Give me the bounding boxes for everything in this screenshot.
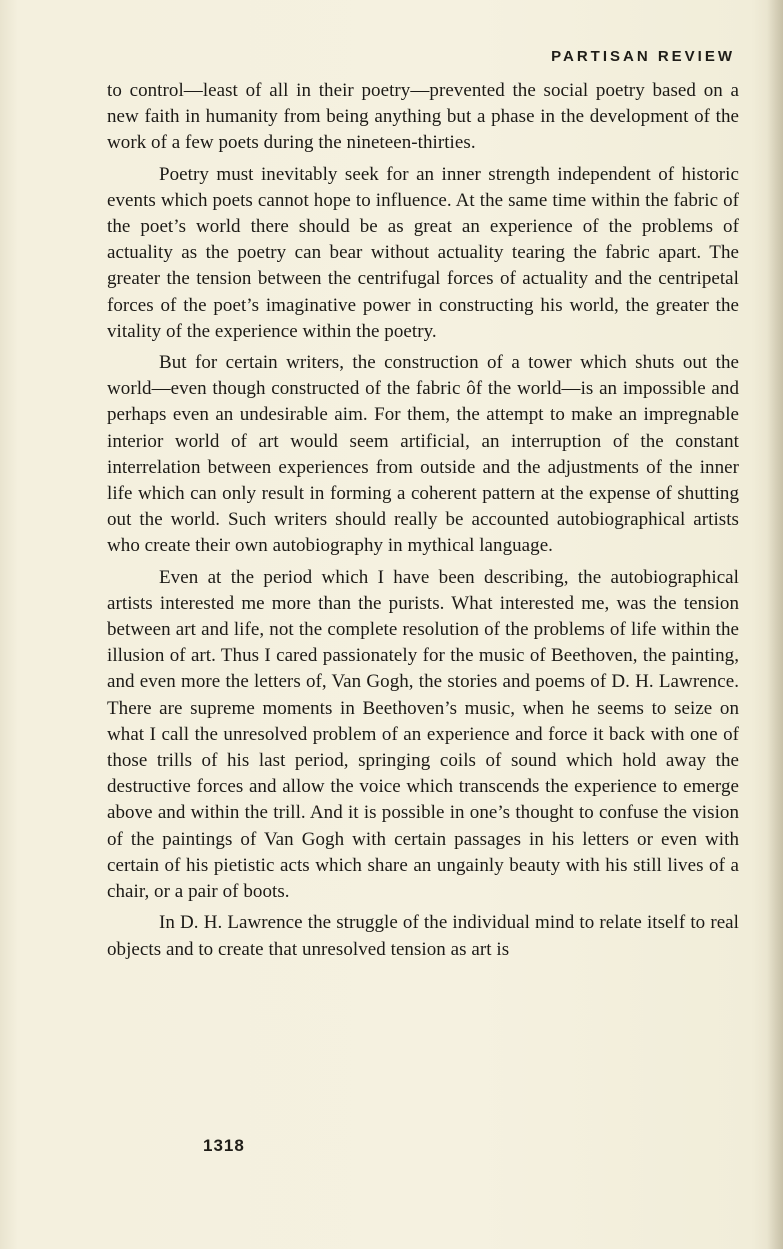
- page-number: 1318: [203, 1136, 245, 1155]
- page-edge-shadow: [767, 0, 783, 1249]
- paragraph-2: Poetry must inevitably seek for an inner strength independent of historic events which poets cannot hope to influence. At the same time within the fabric of the poet’s world there should be as great an experience of the problems of actuality as the poetry can bear without actuality tearing the fabric apart. The greater the tension between the centrifugal forces of actuality and the centripetal forces of the poet’s imaginative power in constructing his world, the greater the vitality of the experience within the poetry.: [107, 163, 739, 342]
- paragraph-5: In D. H. Lawrence the struggle of the individual mind to relate itself to real objects and to create that unresolved tension as art is: [107, 912, 739, 960]
- paragraph-3: But for certain writers, the construction of a tower which shuts out the world—even though constructed of the fabric ôf the world—is an impossible and perhaps even an undesirable aim. For them, the attempt to make an impregnable interior world of art would seem artificial, an interruption of the constant interrelation between experiences from outside and the adjustments of the inner life which can only result in forming a coherent pattern at the expense of shutting out the world. Such writers should really be accounted autobiographical artists who create their own autobiography in mythical language.: [107, 352, 739, 557]
- paragraph-1: to control—least of all in their poetry—prevented the social poetry based on a new faith in humanity from being anything but a phase in the development of the work of a few poets during the nineteen-thirties.: [107, 80, 739, 154]
- running-head: PARTISAN REVIEW: [551, 48, 735, 65]
- paragraph-4: Even at the period which I have been describing, the autobiographical artists interested me more than the purists. What interested me, was the tension between art and life, not the complete resolution of the problems of life within the illusion of art. Thus I cared passionately for the music of Beethoven, the painting, and even more the letters of, Van Gogh, the stories and poems of D. H. Lawrence. There are supreme moments in Beethoven’s music, when he seems to seize on what I call the unresolved problem of an experience and force it back with one of those trills of his last period, springing coils of sound which hold away the destructive forces and allow the voice which transcends the experience to emerge above and within the trill. And it is possible in one’s thought to confuse the vision of the paintings of Van Gogh with certain passages in his letters or even with certain of his pietistic acts which share an ungainly beauty with his still lives of a chair, or a pair of boots.: [107, 566, 739, 903]
- body-text: [107, 78, 739, 963]
